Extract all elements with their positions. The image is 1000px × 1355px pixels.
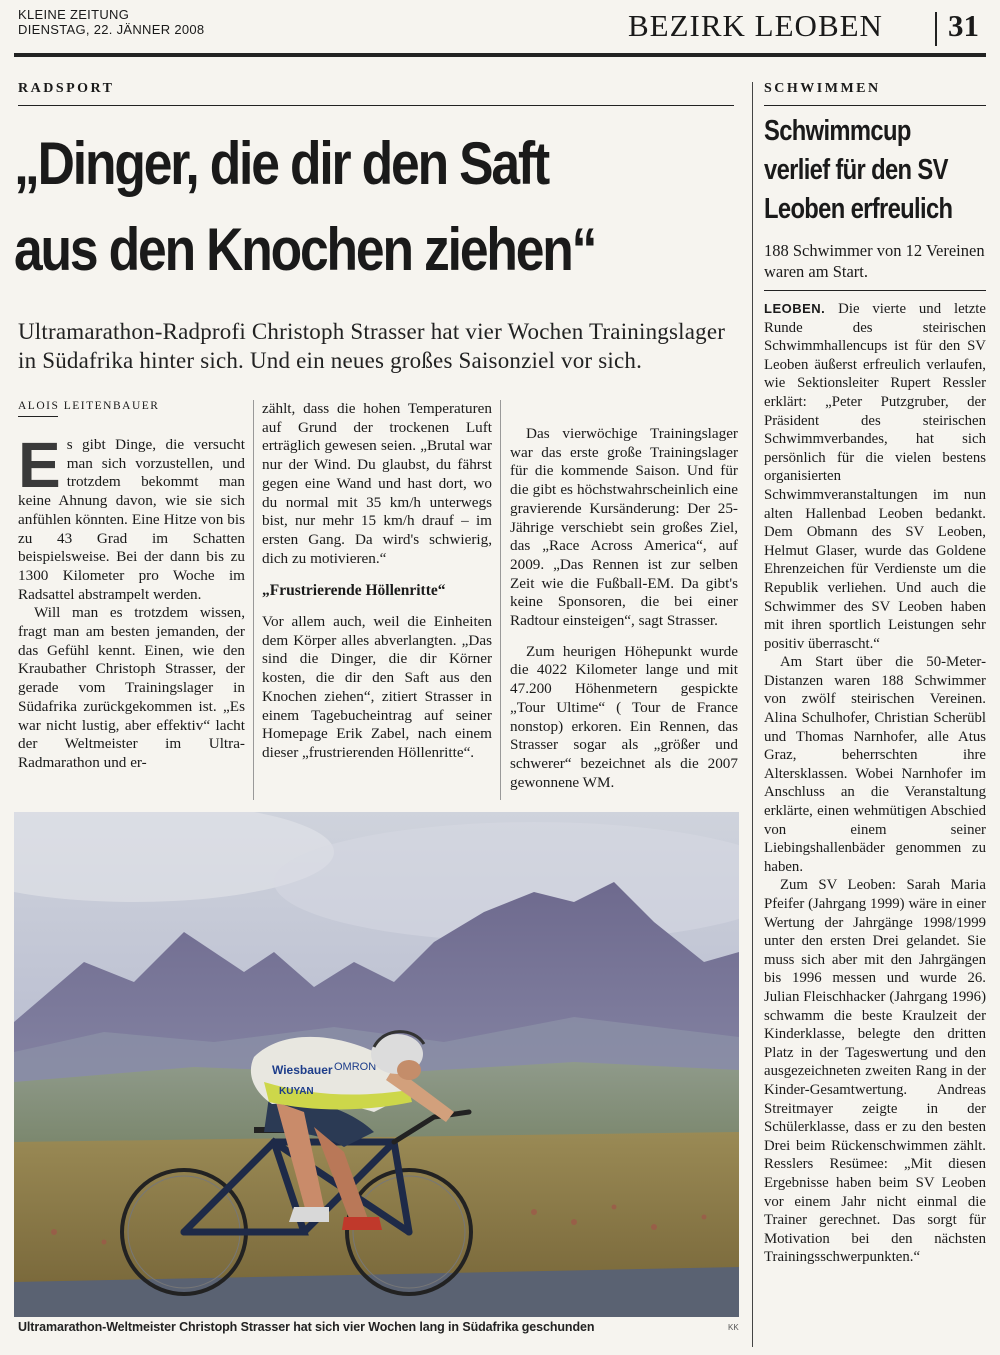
sidebar-headline-line1: Schwimmcup	[764, 115, 911, 147]
sidebar-body	[764, 300, 986, 1267]
issue-date: DIENSTAG, 22. JÄNNER 2008	[18, 22, 205, 37]
col3-paragraph-2: Zum heurigen Höhepunkt wurde die 4022 Kilometer lange und mit 47.200 Höhenmetern gespickte „Tour Ultime“ ( Tour de France nonstop) erkoren. Ein Rennen, das Strasser sogar als „größer und schwerer“ bezeichnet als die 2007 gewonnene WM.	[510, 642, 738, 791]
sidebar-kicker-rule	[764, 105, 986, 106]
drop-cap: E	[18, 429, 61, 501]
sidebar-paragraph-1: Die vierte und letzte Runde des steirischen Schwimmhallencups ist für den SV Leoben äußerst erfreulich verlaufen, wie Sektionsleiter Rupert Ressler erklärt: „Peter Putzgruber, der Präsident des steirischen Schwimmverbandes, hat sich persönlich für die vielen bestens organisierten Schwimmveranstaltungen im nun alten Hallenbad Leoben bedankt. Dem Obmann des SV Leoben, Helmut Glaser, wurde das Goldene Ehrenzeichen für Verdienste um die Republik verliehen. Und auch die Schwimmer des SV Leoben haben mit ihren sportlich Leistungen sehr positiv überrascht.“	[764, 301, 986, 652]
col2-paragraph-1: zählt, dass die hohen Temperaturen auf Grund der trockenen Luft erträglich gewesen seien. „Brutal war nur der Wind. Du glaubst, du fährst gegen eine Wand und hast dort, wo du normal mit 35 km/h unterwegs bist, nur mehr 15 km/h drauf – im ersten Gang. Da wird's schwierig, dich zu motivieren.“	[262, 400, 492, 567]
article-lead: Ultramarathon-Radprofi Christoph Strasser hat vier Wochen Trainingslager in Südafrika hinter sich. Und ein neues großes Saisonziel vor sich.	[18, 319, 726, 373]
col2-subhead: „Frustrierende Höllenritte“	[262, 582, 446, 600]
article-column-1	[18, 429, 245, 773]
jersey-sponsor-1: Wiesbauer	[272, 1063, 333, 1077]
byline-rule	[18, 416, 58, 417]
col1-paragraph-2: Will man es trotzdem wissen, fragt man am besten jemanden, der das Gefühl kennt. Einen, wie den Kraubather Christoph Strasser, der gerade vom Trainingslager in Südafrika zurückgekommen ist. „Es war nicht lustig, aber effektiv“ lacht der Weltmeister im Ultra-Radmarathon und er-	[18, 604, 245, 771]
sidebar-paragraph-3: Zum SV Leoben: Sarah Maria Pfeifer (Jahrgang 1999) wäre in einer Wertung der Jahrgänge 1998/1999 unter den ersten Drei gelandet. Sie muss sich aber mit den Jahrgängen bis 1996 messen und wurde 26. Julian Fleischhacker (Jahrgang 1996) schwamm die beste Kraulzeit der Kinderklasse, belegte den dritten Platz in der Tageswertung und den ausgezeichneten zweiten Rang in der Kinder-Gesamtwertung. Andreas Streitmayer zeigte in der Schülerklasse, dass er zu den besten Drei beim Rückenschwimmen zählt. Resslers Resümee: „Mit diesen Ergebnisse haben beim SV Leoben vor einem Jahr nicht einmal die Trainer gerechnet. Das sorgt für Motivation bei den nächsten Trainingsschwerpunkten.“	[764, 877, 986, 1266]
column-divider	[500, 400, 501, 800]
article-column-2	[262, 400, 492, 763]
article-column-3	[510, 425, 738, 792]
article-headline-line1: „Dinger, die dir den Saft	[14, 130, 549, 197]
photo-credit: KK	[728, 1323, 739, 1332]
article-headline-line2: aus den Knochen ziehen“	[14, 216, 596, 283]
sidebar-rule	[764, 290, 986, 291]
col2-paragraph-2: Vor allem auch, weil die Einheiten dem Körper alles abverlangten. „Das sind die Dinger, die dir Körner kosten, die dir den Saft aus den Knochen ziehen“, zitiert Strasser in einem Tagebucheintrag auf seiner Homepage Erik Zabel, nach einem dieser „frustrierenden Höllenritte“.	[262, 613, 492, 761]
jersey-sponsor-3: KUYAN	[279, 1086, 314, 1097]
column-divider	[253, 400, 254, 800]
sidebar-headline-line2: verlief für den SV	[764, 154, 948, 186]
sidebar-divider	[752, 82, 753, 1347]
section-title: BEZIRK LEOBEN	[628, 8, 883, 43]
dateline: LEOBEN.	[764, 301, 826, 316]
newspaper-name: KLEINE ZEITUNG	[18, 7, 130, 22]
sidebar-headline-line3: Leoben erfreulich	[764, 193, 953, 225]
article-kicker: RADSPORT	[18, 81, 115, 96]
jersey-sponsor-2: OMRON	[334, 1061, 377, 1073]
col1-paragraph-1: s gibt Dinge, die versucht man sich vorzustellen, und trotzdem bekommt man keine Ahnung davon, wie sie sich anfühlen könnten. Eine Hitze von bis zu 43 Grad im Schatten beispielsweise. Bei der dann bis zu 1300 Kilometer pro Woche im Radsattel abstrampelt werden.	[18, 436, 245, 603]
masthead-rule	[14, 53, 986, 57]
col3-paragraph-1: Das vierwöchige Trainingslager war das erste große Trainingslager für die kommende Saison. Und für die gibt es höchstwahrscheinlich eine gravierende Kursänderung: Der 25-Jährige verschiebt sein großes Ziel, das „Race Across America“, auf 2009. „Das Rennen ist zur selben Zeit wie die Fußball-EM. Da gibt's keine Sponsoren, die bei einer Radtour einsteigen“, sagt Strasser.	[510, 425, 738, 630]
kicker-rule	[18, 105, 734, 106]
page-number: 31	[948, 8, 979, 43]
photo-caption: Ultramarathon-Weltmeister Christoph Strasser hat sich vier Wochen lang in Südafrika geschunden	[18, 1320, 595, 1334]
sidebar-subhead: 188 Schwimmer von 12 Vereinen waren am Start.	[764, 241, 985, 281]
masthead-divider	[935, 12, 937, 46]
cyclist-photo	[14, 812, 739, 1317]
sidebar-paragraph-2: Am Start über die 50-Meter-Distanzen waren 188 Schwimmer von zwölf steirischen Vereinen. Alina Schulhofer, Christian Scherübl und Thomas Narnhofer, alle Atus Graz, beherrschten ihre Altersklassen. Wobei Narnhofer im Anschluss an die Veranstaltung erklärte, einen wehmütigen Abschied von einem seiner Liebingshallenbäder genommen zu haben.	[764, 654, 986, 875]
byline: ALOIS LEITENBAUER	[18, 400, 160, 412]
sidebar-kicker: SCHWIMMEN	[764, 81, 881, 96]
